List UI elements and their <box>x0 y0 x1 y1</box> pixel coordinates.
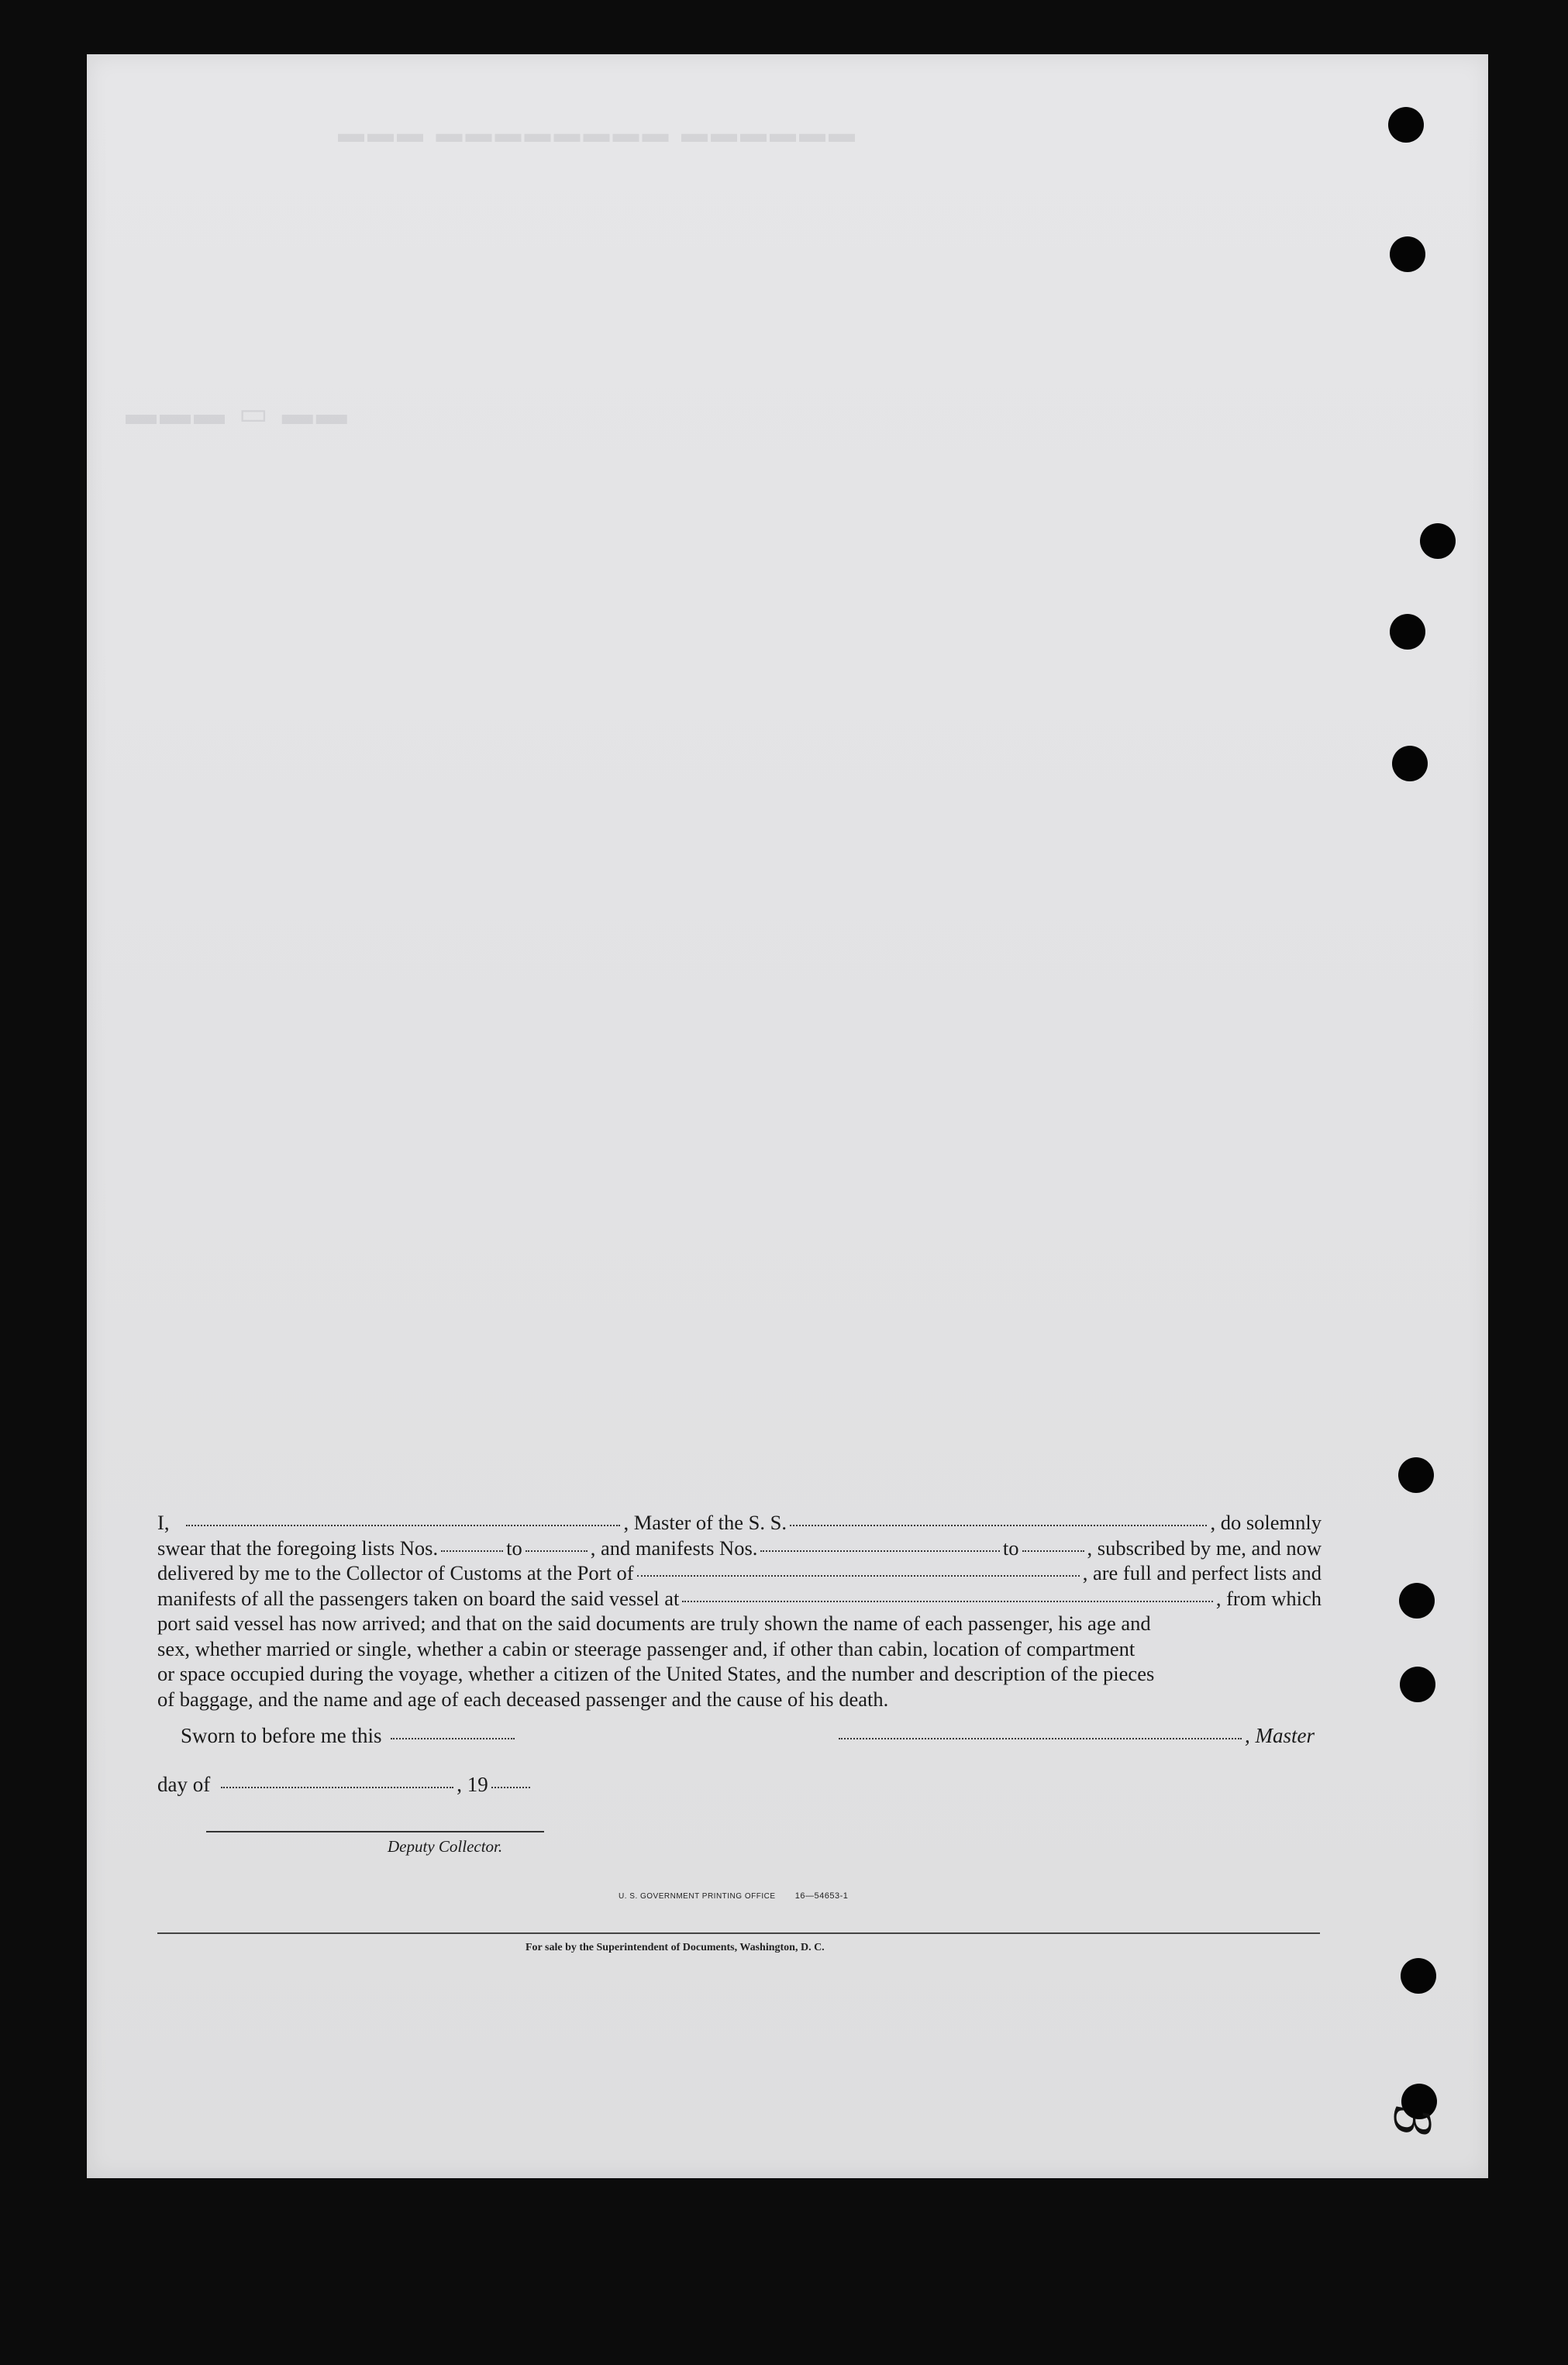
punch-hole <box>1399 1583 1435 1619</box>
oath-text: delivered by me to the Collector of Customs at the Port of <box>157 1561 634 1584</box>
deputy-text: Deputy Collector. <box>388 1837 503 1856</box>
blank-vessel-name[interactable] <box>790 1525 1207 1526</box>
oath-text: , and manifests Nos. <box>590 1536 758 1560</box>
master-label: , Master <box>1245 1724 1315 1747</box>
oath-text: , do solemnly <box>1210 1511 1322 1534</box>
blank-year[interactable] <box>491 1787 530 1788</box>
blank-manifest-from[interactable] <box>760 1550 999 1552</box>
blank-port-of-arrival[interactable] <box>637 1575 1080 1577</box>
blank-month[interactable] <box>221 1787 453 1788</box>
handwritten-page-mark: 3 <box>1382 2105 1440 2138</box>
oath-text: , from which <box>1215 1586 1322 1610</box>
year-label: , 19 <box>457 1773 488 1796</box>
oath-line-6 <box>157 1636 1322 1662</box>
punch-hole <box>1420 523 1456 559</box>
oath-text: , are full and perfect lists and <box>1082 1561 1322 1584</box>
oath-line-3 <box>157 1560 1322 1586</box>
oath-line-2 <box>157 1536 1322 1561</box>
master-signature-line <box>836 1724 1315 1748</box>
oath-text: , subscribed by me, and now <box>1087 1536 1322 1560</box>
oath-text: of baggage, and the name and age of each deceased passenger and the cause of his death. <box>157 1687 889 1711</box>
blank-master-name[interactable] <box>186 1525 620 1526</box>
oath-text: manifests of all the passengers taken on board the said vessel at <box>157 1586 680 1610</box>
oath-line-8 <box>157 1687 1322 1712</box>
punch-hole <box>1398 1457 1434 1493</box>
oath-line-4 <box>157 1586 1322 1612</box>
oath-text: , Master of the S. S. <box>623 1511 787 1534</box>
document-page <box>87 54 1488 2178</box>
oath-text: swear that the foregoing lists Nos. <box>157 1536 439 1560</box>
punch-hole <box>1400 1667 1435 1702</box>
oath-line-5 <box>157 1611 1322 1636</box>
blank-manifest-to[interactable] <box>1022 1550 1084 1552</box>
punch-hole <box>1401 1958 1436 1994</box>
sworn-line <box>181 1724 518 1748</box>
for-sale-text: For sale by the Superintendent of Documents, Washington, D. C. <box>526 1942 825 1953</box>
oath-text: to <box>506 1536 522 1560</box>
printing-office-line <box>619 1891 848 1901</box>
oath-text: to <box>1002 1536 1019 1560</box>
printing-office: U. S. GOVERNMENT PRINTING OFFICE <box>619 1892 776 1901</box>
deputy-signature-line[interactable] <box>206 1831 544 1832</box>
blank-list-from[interactable] <box>441 1550 503 1552</box>
oath-text: port said vessel has now arrived; and that on the said documents are truly shown the name of each passenger, his age and <box>157 1612 1151 1635</box>
punch-hole <box>1390 236 1425 272</box>
punch-hole <box>1392 746 1428 781</box>
punch-hole <box>1390 614 1425 650</box>
bleed-through-text: ▬▬▬▬▬▬ ▬▬▬▬▬▬▬▬ ▬▬▬ <box>335 119 855 148</box>
sworn-label: Sworn to before me this <box>181 1724 382 1747</box>
footer-rule <box>157 1932 1320 1934</box>
punch-hole <box>1388 107 1424 143</box>
day-of-line <box>157 1773 533 1797</box>
form-number: 16—54653-1 <box>794 1891 849 1901</box>
oath-line-1 <box>157 1510 1322 1536</box>
blank-sworn-day[interactable] <box>391 1738 515 1739</box>
for-sale-line <box>526 1942 825 1954</box>
day-of-label: day of <box>157 1773 211 1796</box>
oath-text: or space occupied during the voyage, whether a citizen of the United States, and the number and description of the pieces <box>157 1662 1155 1685</box>
master-oath-paragraph <box>157 1510 1322 1712</box>
oath-text: I, <box>157 1511 170 1534</box>
blank-list-to[interactable] <box>526 1550 588 1552</box>
deputy-collector-label <box>388 1837 502 1856</box>
blank-port-of-departure[interactable] <box>682 1601 1213 1602</box>
oath-line-7 <box>157 1661 1322 1687</box>
blank-master-signature[interactable] <box>839 1738 1242 1739</box>
bleed-through-text-2: ▬▬▬ ▭ ▬▬ <box>126 396 350 431</box>
oath-text: sex, whether married or single, whether a cabin or steerage passenger and, if other than cabin, location of compartment <box>157 1636 1136 1660</box>
